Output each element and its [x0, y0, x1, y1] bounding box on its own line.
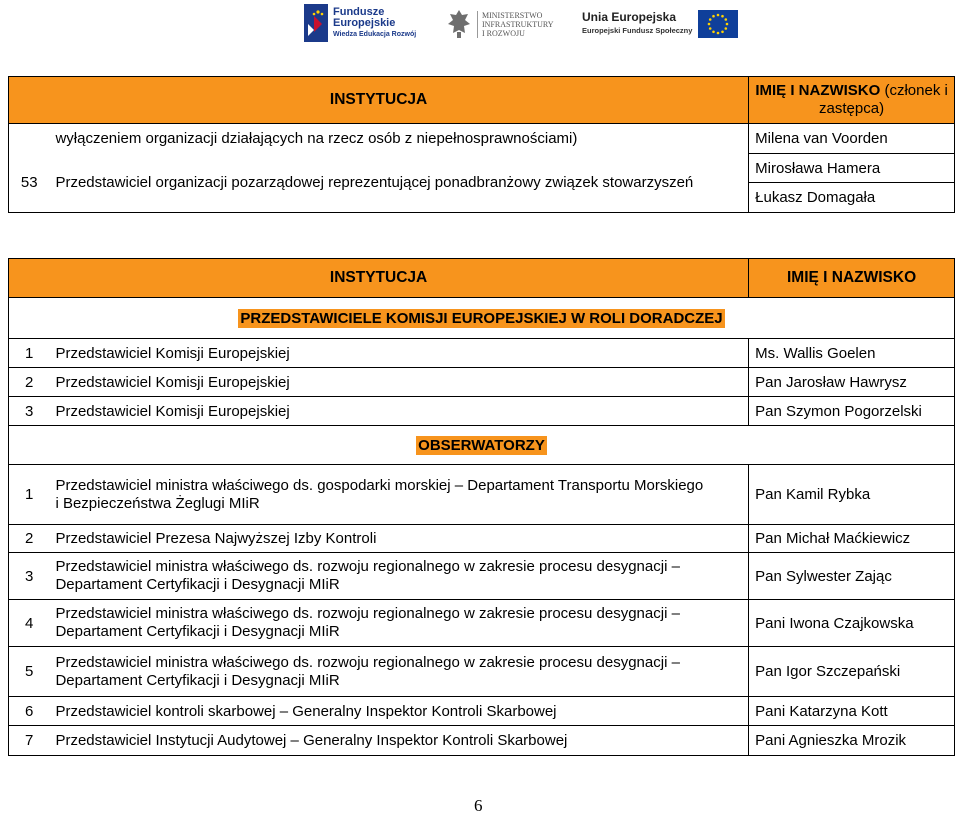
- name-cell: Milena van Voorden: [749, 124, 955, 154]
- name-cell: Pani Iwona Czajkowska: [749, 600, 955, 647]
- table-row: [9, 465, 955, 525]
- name-cell: Pan Jarosław Hawrysz: [749, 368, 955, 397]
- eu-line2: Europejski Fundusz Społeczny: [582, 26, 693, 35]
- row-number: 5: [9, 647, 50, 697]
- name-cell: Pan Igor Szczepański: [749, 647, 955, 697]
- name-cell: Pani Agnieszka Mrozik: [749, 726, 955, 756]
- fundusze-europejskie-logo: [304, 4, 416, 42]
- column-header-name-bold: IMIĘ I NAZWISKO: [755, 82, 881, 99]
- table-row: [9, 553, 955, 600]
- column-header-name: [749, 77, 955, 124]
- institution-cell: wyłączeniem organizacji działających na rzecz osób z niepełnosprawnościami): [49, 124, 748, 154]
- institution-cell: [49, 600, 748, 647]
- table2-header-row: [9, 259, 955, 298]
- name-cell: Pani Katarzyna Kott: [749, 697, 955, 726]
- fe-line3: Wiedza Edukacja Rozwój: [333, 30, 417, 38]
- advisors-observers-table: [8, 258, 955, 756]
- name-cell: Łukasz Domagała: [749, 183, 955, 213]
- institution-cell: Przedstawiciel Komisji Europejskiej: [49, 339, 748, 368]
- column-header-institution: INSTYTUCJA: [9, 259, 749, 298]
- institution-line: Departament Certyfikacji i Desygnacji MIiR: [55, 576, 340, 593]
- institution-cell: Przedstawiciel Komisji Europejskiej: [49, 397, 748, 426]
- institution-cell: [49, 553, 748, 600]
- page-number: 6: [474, 796, 483, 815]
- row-number: [9, 124, 50, 154]
- name-cell: Mirosława Hamera: [749, 154, 955, 183]
- institution-line: Przedstawiciel ministra właściwego ds. rozwoju regionalnego w zakresie procesu desygnacji –: [55, 605, 680, 622]
- name-cell: Pan Szymon Pogorzelski: [749, 397, 955, 426]
- institution-line: Przedstawiciel ministra właściwego ds. rozwoju regionalnego w zakresie procesu desygnacji –: [55, 653, 680, 671]
- ministry-line1: MINISTERSTWO: [482, 10, 543, 20]
- eu-logo: [582, 10, 738, 38]
- row-number: 6: [9, 697, 50, 726]
- table-row: [9, 697, 955, 726]
- table-row: [9, 647, 955, 697]
- eu-line1: Unia Europejska: [582, 10, 677, 24]
- institution-line: i Bezpieczeństwa Żeglugi MIiR: [55, 494, 260, 512]
- row-number: 53: [9, 154, 50, 213]
- row-number: 3: [9, 397, 50, 426]
- institution-cell: [49, 647, 748, 697]
- institution-line: Departament Certyfikacji i Desygnacji MIiR: [55, 671, 340, 689]
- table-row: [9, 600, 955, 647]
- institution-line: Przedstawiciel ministra właściwego ds. gospodarki morskiej – Departament Transportu Morskiego: [55, 476, 704, 494]
- fe-line1: Fundusze: [333, 5, 385, 18]
- institution-line: Departament Certyfikacji i Desygnacji MIiR: [55, 623, 340, 640]
- row-number: 7: [9, 726, 50, 756]
- institution-cell: Przedstawiciel Instytucji Audytowej – Generalny Inspektor Kontroli Skarbowej: [49, 726, 748, 756]
- fe-emblem-icon: [304, 4, 328, 42]
- members-table-continued: [8, 76, 955, 213]
- table-row: [9, 726, 955, 756]
- table-row: [9, 525, 955, 553]
- table-row: [9, 124, 955, 154]
- name-cell: Ms. Wallis Goelen: [749, 339, 955, 368]
- row-number: 2: [9, 525, 50, 553]
- table1-header-row: [9, 77, 955, 124]
- row-number: 1: [9, 465, 50, 525]
- ministry-logo: [446, 8, 554, 40]
- row-number: 2: [9, 368, 50, 397]
- fe-line2: Europejskie: [333, 16, 396, 29]
- column-header-institution: INSTYTUCJA: [9, 77, 749, 124]
- eagle-emblem-icon: [446, 8, 472, 40]
- institution-line: Przedstawiciel ministra właściwego ds. rozwoju regionalnego w zakresie procesu desygnacji –: [55, 558, 680, 575]
- row-number: 1: [9, 339, 50, 368]
- institution-cell: Przedstawiciel organizacji pozarządowej reprezentującej ponadbranżowy związek stowarzyszeń: [49, 154, 748, 213]
- name-cell: Pan Kamil Rybka: [749, 465, 955, 525]
- column-header-name-suffix: (członek i zastępca): [819, 82, 948, 117]
- header-logos: [0, 0, 960, 50]
- section-title-observers: OBSERWATORZY: [9, 426, 955, 465]
- institution-cell: Przedstawiciel Komisji Europejskiej: [49, 368, 748, 397]
- institution-cell: Przedstawiciel kontroli skarbowej – Generalny Inspektor Kontroli Skarbowej: [49, 697, 748, 726]
- section-title-advisors: PRZEDSTAWICIELE KOMISJI EUROPEJSKIEJ W ROLI DORADCZEJ: [9, 298, 955, 339]
- column-header-name: IMIĘ I NAZWISKO: [749, 259, 955, 298]
- ministry-line2: INFRASTRUKTURY: [482, 19, 554, 29]
- table-row: [9, 368, 955, 397]
- row-number: 3: [9, 553, 50, 600]
- section-row: [9, 426, 955, 465]
- table-row: [9, 397, 955, 426]
- institution-cell: Przedstawiciel Prezesa Najwyższej Izby Kontroli: [49, 525, 748, 553]
- section-row: [9, 298, 955, 339]
- ministry-line3: I ROZWOJU: [482, 28, 525, 38]
- name-cell: Pan Sylwester Zając: [749, 553, 955, 600]
- name-cell: Pan Michał Maćkiewicz: [749, 525, 955, 553]
- table-row: [9, 154, 955, 183]
- table-row: [9, 339, 955, 368]
- row-number: 4: [9, 600, 50, 647]
- eu-flag-icon: [698, 10, 738, 38]
- institution-cell: [49, 465, 748, 525]
